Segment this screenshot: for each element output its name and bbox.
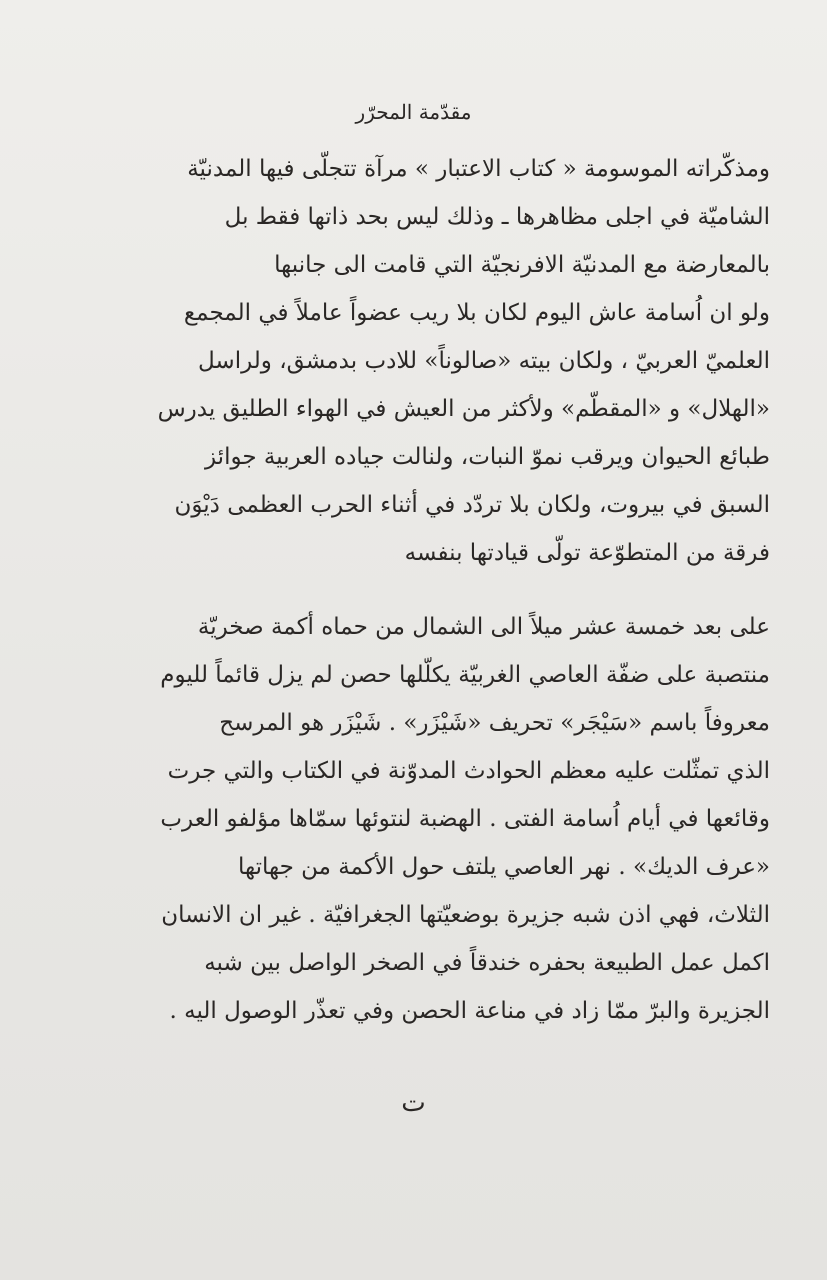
paragraph-3 <box>120 603 770 1035</box>
text-line: ولو ان اُسامة عاش اليوم لكان بلا ريب عضواً عاملاً في المجمع <box>183 300 770 326</box>
text-line: العلميّ العربيّ ، ولكان بيته «صالوناً» للادب بدمشق، ولراسل <box>198 348 770 374</box>
text-line: الذي تمثّلت عليه معظم الحوادث المدوّنة في الكتاب والتي جرت <box>167 758 770 784</box>
text-line: بالمعارضة مع المدنيّة الافرنجيّة التي قامت الى جانبها <box>274 252 770 278</box>
text-line: الثلاث، فهي اذن شبه جزيرة بوضعيّتها الجغرافيّة . غير ان الانسان <box>161 902 770 928</box>
text-line: ومذكّراته الموسومة « كتاب الاعتبار » مرآة تتجلّى فيها المدنيّة <box>187 156 770 182</box>
text-line: اكمل عمل الطبيعة بحفره خندقاً في الصخر الواصل بين شبه <box>204 950 770 976</box>
text-line: معروفاً باسم «سَيْجَر» تحريف «شَيْزَر» . شَيْزَر هو المرسح <box>219 710 770 736</box>
paragraph-2 <box>120 289 770 577</box>
text-line: منتصبة على ضفّة العاصي الغربيّة يكلّلها حصن لم يزل قائماً لليوم <box>160 662 770 688</box>
text-line: «عرف الديك» . نهر العاصي يلتف حول الأكمة من جهاتها <box>238 854 770 880</box>
paragraph-1 <box>120 145 770 289</box>
text-line: «الهلال» و «المقطّم» ولأكثر من العيش في الهواء الطليق يدرس <box>157 396 770 422</box>
text-line: فرقة من المتطوّعة تولّى قيادتها بنفسه <box>404 540 770 566</box>
text-line: السبق في بيروت، ولكان بلا تردّد في أثناء الحرب العظمى دَيْوَن <box>174 492 770 518</box>
paragraph-spacing <box>120 577 770 603</box>
text-line: على بعد خمسة عشر ميلاً الى الشمال من حماه أكمة صخريّة <box>197 614 770 640</box>
page-body <box>120 145 770 1035</box>
running-head: مقدّمة المحرّر <box>355 100 472 124</box>
text-line: الشاميّة في اجلى مظاهرها ـ وذلك ليس بحد ذاتها فقط بل <box>224 204 770 230</box>
page-marker: ت <box>401 1088 426 1118</box>
text-line: وقائعها في أيام اُسامة الفتى . الهضبة لنتوئها سمّاها مؤلفو العرب <box>160 806 770 832</box>
text-line: طبائع الحيوان ويرقب نموّ النبات، ولنالت جياده العربية جوائز <box>204 444 770 470</box>
text-line: الجزيرة والبرّ ممّا زاد في مناعة الحصن وفي تعذّر الوصول اليه . <box>169 998 770 1024</box>
